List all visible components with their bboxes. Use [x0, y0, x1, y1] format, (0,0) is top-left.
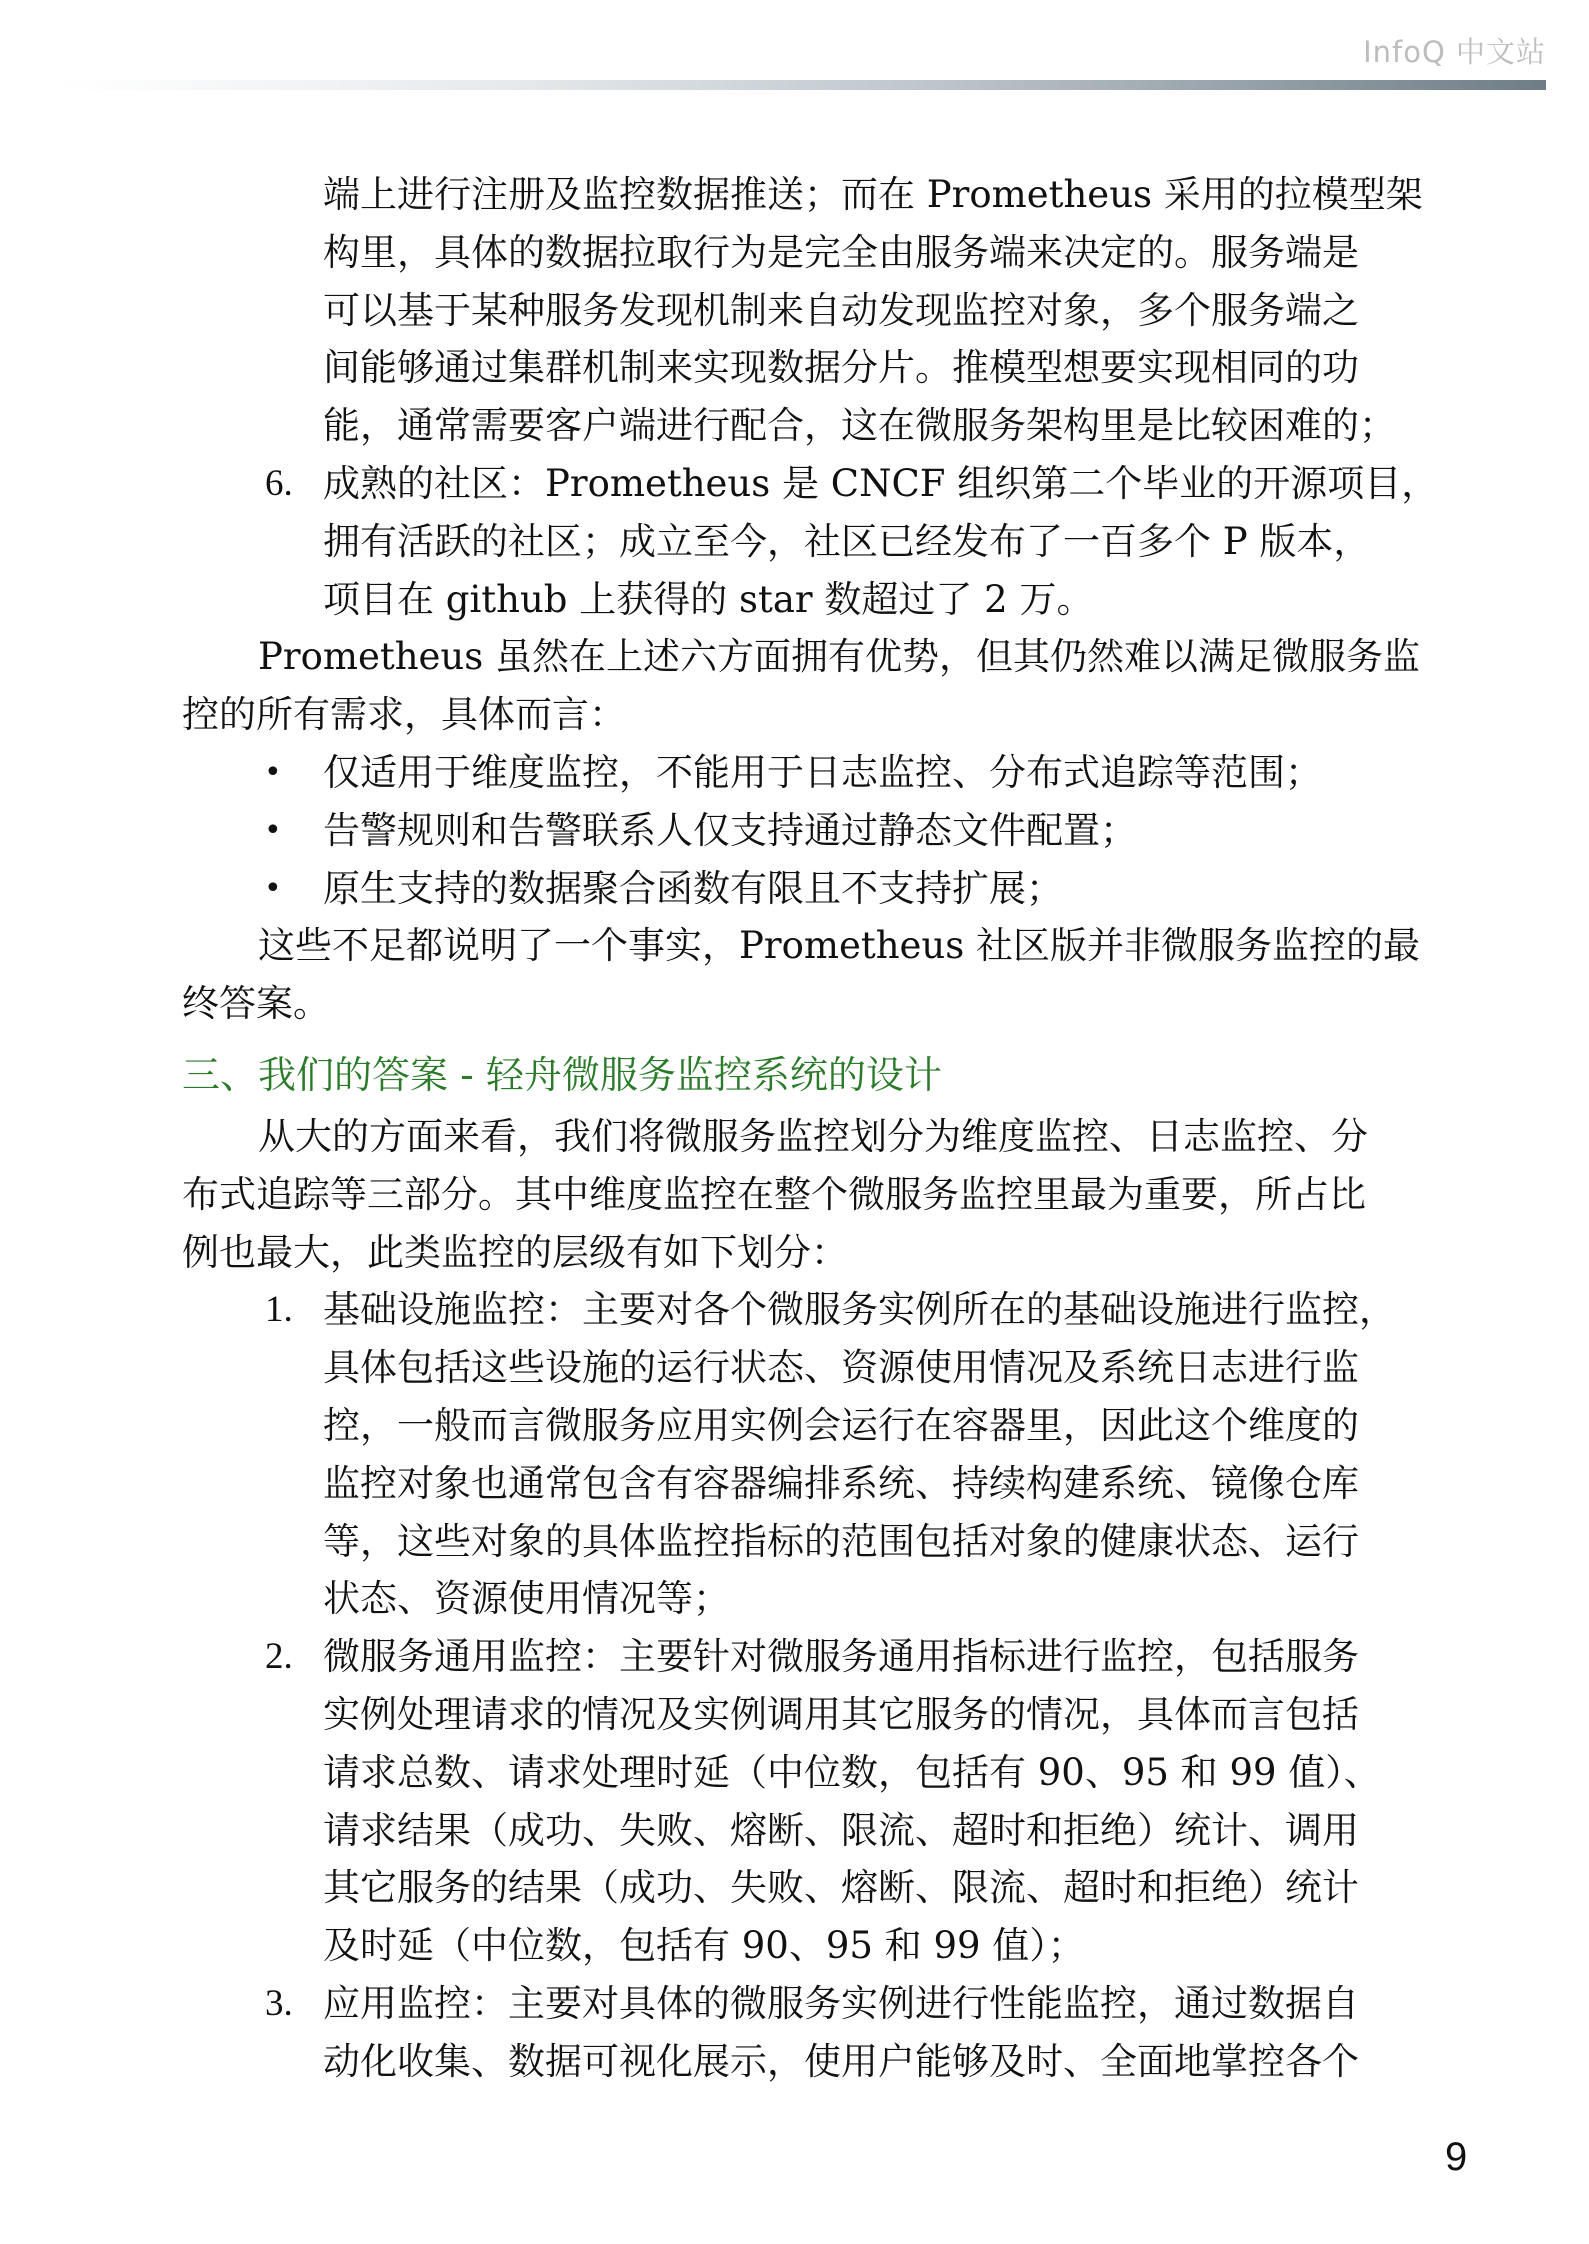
text-line: 能，通常需要客户端进行配合，这在微服务架构里是比较困难的； [323, 404, 1396, 448]
text-line [0, 455, 1589, 513]
text-span: 告警规则和告警联系人仅支持通过静态文件配置； [323, 808, 1137, 852]
text-line: 等，这些对象的具体监控指标的范围包括对象的健康状态、运行 [323, 1519, 1359, 1563]
text-line: 从大的方面来看，我们将微服务监控划分为维度监控、日志监控、分 [258, 1114, 1368, 1158]
text-line: 请求结果（成功、失败、熔断、限流、超时和拒绝）统计、调用 [323, 1808, 1359, 1852]
text-line: 其它服务的结果（成功、失败、熔断、限流、超时和拒绝）统计 [323, 1866, 1359, 1910]
list-number: 3. [265, 1982, 293, 2024]
list-item-5-continuation [0, 166, 1589, 455]
text-line: 实例处理请求的情况及实例调用其它服务的情况，具体而言包括 [323, 1692, 1359, 1736]
text-span: 仅适用于维度监控，不能用于日志监控、分布式追踪等范围； [323, 750, 1322, 794]
list-item-3 [0, 1975, 1589, 2091]
paragraph-monitoring-overview [0, 1108, 1589, 1281]
publisher-label: InfoQ 中文站 [1363, 35, 1546, 69]
text-line [0, 1975, 1589, 2033]
text-line: 项目在 github 上获得的 star 数超过了 2 万。 [323, 577, 1094, 621]
section-heading: 三、我们的答案 - 轻舟微服务监控系统的设计 [182, 1052, 942, 1097]
bullet-list [0, 744, 1589, 917]
text-line: 布式追踪等三部分。其中维度监控在整个微服务监控里最为重要，所占比 [182, 1172, 1366, 1216]
text-line [0, 1628, 1589, 1686]
text-line: 及时延（中位数，包括有 90、95 和 99 值）； [323, 1924, 1085, 1968]
text-line: 构里，具体的数据拉取行为是完全由服务端来决定的。服务端是 [323, 230, 1359, 274]
text-line: 控的所有需求，具体而言： [182, 693, 626, 737]
text-span: 成熟的社区：Prometheus 是 CNCF 组织第二个毕业的开源项目， [323, 461, 1439, 505]
text-line: 拥有活跃的社区；成立至今，社区已经发布了一百多个 P 版本， [323, 519, 1371, 563]
text-line: 状态、资源使用情况等； [323, 1577, 730, 1621]
list-item-2 [0, 1628, 1589, 1975]
text-line: 端上进行注册及监控数据推送；而在 Prometheus 采用的拉模型架 [323, 173, 1423, 216]
list-number: 2. [265, 1636, 293, 1678]
paragraph-conclusion [0, 917, 1589, 1033]
list-number: 1. [265, 1289, 293, 1331]
header-divider-bar [60, 80, 1546, 90]
page-body [0, 166, 1589, 2091]
list-item-1 [0, 1281, 1589, 1628]
bullet-icon: • [264, 754, 282, 790]
text-line: 例也最大，此类监控的层级有如下划分： [182, 1230, 848, 1274]
text-span: 基础设施监控：主要对各个微服务实例所在的基础设施进行监控， [323, 1288, 1396, 1332]
text-line: 控，一般而言微服务应用实例会运行在容器里，因此这个维度的 [323, 1403, 1359, 1447]
text-span: 微服务通用监控：主要针对微服务通用指标进行监控，包括服务 [323, 1635, 1359, 1679]
bullet-item [0, 860, 1589, 918]
list-number: 6. [265, 462, 293, 504]
paragraph-limitations-intro [0, 628, 1589, 744]
text-line: 请求总数、请求处理时延（中位数，包括有 90、95 和 99 值）、 [323, 1750, 1381, 1794]
page-number: 9 [1445, 2135, 1468, 2179]
bullet-item [0, 802, 1589, 860]
text-line: 可以基于某种服务发现机制来自动发现监控对象，多个服务端之 [323, 288, 1359, 332]
text-line: Prometheus 虽然在上述六方面拥有优势，但其仍然难以满足微服务监 [258, 635, 1421, 679]
text-line [0, 1281, 1589, 1339]
text-line: 动化收集、数据可视化展示，使用户能够及时、全面地掌控各个 [323, 2039, 1359, 2083]
text-line: 终答案。 [182, 982, 330, 1026]
bullet-item [0, 744, 1589, 802]
text-line: 间能够通过集群机制来实现数据分片。推模型想要实现相同的功 [323, 346, 1359, 390]
text-span: 应用监控：主要对具体的微服务实例进行性能监控，通过数据自 [323, 1981, 1359, 2025]
bullet-icon: • [264, 870, 282, 906]
text-line: 具体包括这些设施的运行状态、资源使用情况及系统日志进行监 [323, 1346, 1359, 1390]
text-line: 这些不足都说明了一个事实，Prometheus 社区版并非微服务监控的最 [258, 924, 1421, 968]
text-line: 监控对象也通常包含有容器编排系统、持续构建系统、镜像仓库 [323, 1461, 1359, 1505]
bullet-icon: • [264, 812, 282, 848]
list-item-6 [0, 455, 1589, 628]
text-span: 原生支持的数据聚合函数有限且不支持扩展； [323, 866, 1063, 910]
